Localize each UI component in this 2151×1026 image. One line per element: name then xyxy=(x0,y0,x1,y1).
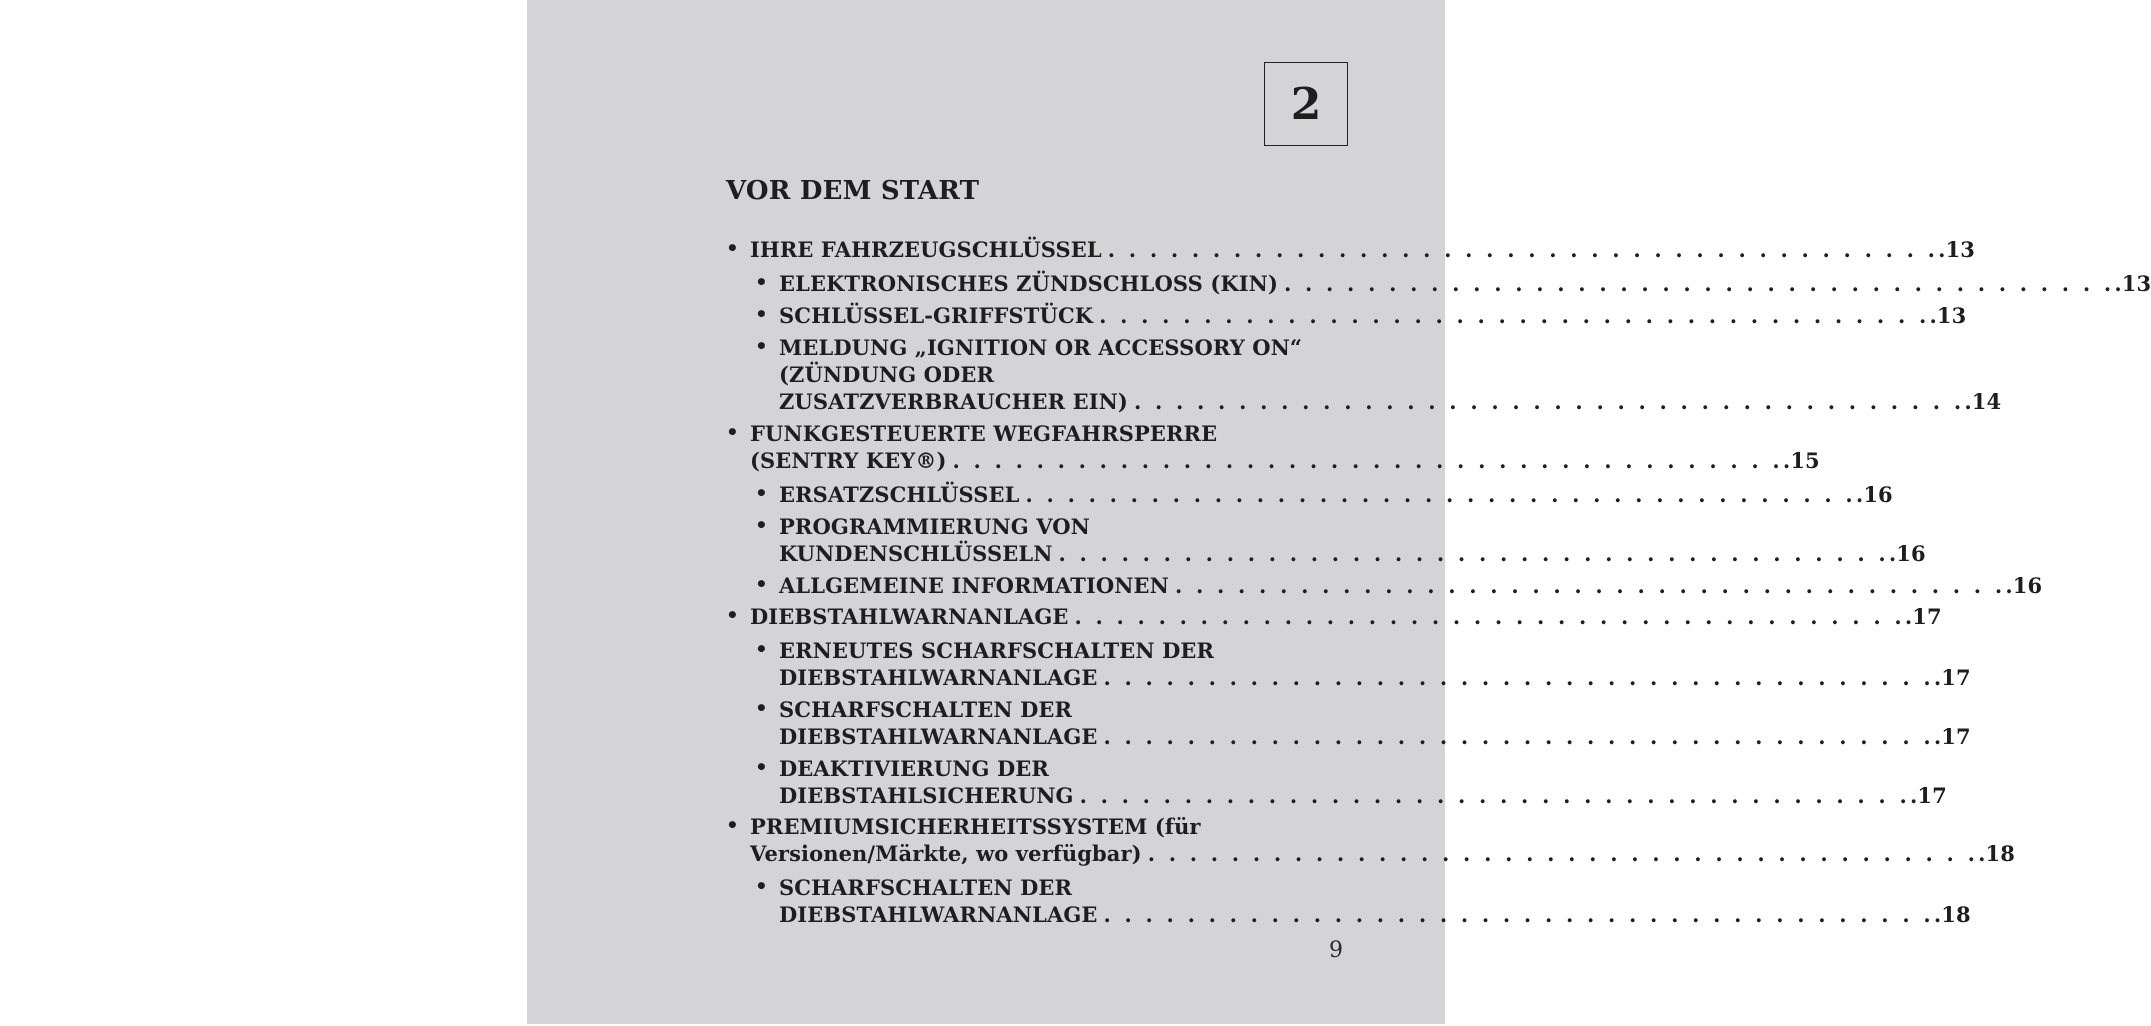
toc-entry[interactable] xyxy=(726,755,1947,809)
toc-entry-text: DIEBSTAHLWARNANLAGE xyxy=(779,724,1098,749)
toc-entry[interactable] xyxy=(726,813,2015,867)
bullet-icon: • xyxy=(755,696,768,720)
chapter-number: 2 xyxy=(1290,78,1322,130)
bullet-icon: • xyxy=(755,513,768,537)
toc-entry[interactable] xyxy=(726,420,1820,474)
toc-entry[interactable] xyxy=(726,302,1967,329)
toc-page-number: .16 xyxy=(2005,573,2043,598)
dot-leader: . . . . . . . . . . . . . . . . . . . . . . . . . . . . . . . . . . . . . . . . xyxy=(952,448,1783,473)
dot-leader: . . . . . . . . . . . . . . . . . . . . . . . . . . . . . . . . . . . . . . . . xyxy=(1174,573,2006,598)
toc-entry[interactable] xyxy=(726,513,1926,567)
toc-entry-text: PREMIUMSICHERHEITSSYSTEM (für xyxy=(750,814,1201,839)
dot-leader: . . . . . . . . . . . . . . . . . . . . . . . . . . . . . . . . . . . . . . . . xyxy=(1099,303,1930,328)
toc-page-number: .16 xyxy=(1888,541,1926,566)
bullet-icon: • xyxy=(726,420,739,444)
bullet-icon: • xyxy=(755,270,768,294)
dot-leader: . . . . . . . . . . . . . . . . . . . . . . . . . . . . . . . . . . . . . . . . xyxy=(1079,783,1910,808)
bullet-icon: • xyxy=(755,481,768,505)
toc-entry-text: ALLGEMEINE INFORMATIONEN xyxy=(779,573,1169,598)
toc-entry[interactable] xyxy=(726,334,2002,415)
toc-page-number: .17 xyxy=(1904,604,1942,629)
toc-entry[interactable] xyxy=(726,270,2151,297)
toc-entry[interactable] xyxy=(726,696,1971,750)
bullet-icon: • xyxy=(755,572,768,596)
toc-entry-text: MELDUNG „IGNITION OR ACCESSORY ON“ xyxy=(779,335,1303,360)
toc-entry-text: SCHARFSCHALTEN DER xyxy=(779,697,1073,722)
toc-page-number: .17 xyxy=(1933,665,1971,690)
bullet-icon: • xyxy=(755,755,768,779)
dot-leader: . . . . . . . . . . . . . . . . . . . . . . . . . . . . . . . . . . . . . . . . xyxy=(1103,665,1934,690)
bullet-icon: • xyxy=(726,236,739,260)
toc-entry-text: IHRE FAHRZEUGSCHLÜSSEL xyxy=(750,237,1102,262)
section-title: VOR DEM START xyxy=(726,176,980,206)
toc-page-number: .13 xyxy=(1929,303,1967,328)
dot-leader: . . . . . . . . . . . . . . . . . . . . . . . . . . . . . . . . . . . . . . . . xyxy=(1058,541,1889,566)
toc-page-number: .16 xyxy=(1855,482,1893,507)
toc-page-number: .18 xyxy=(1933,902,1971,927)
toc-page-number: .13 xyxy=(1938,237,1975,262)
dot-leader: . . . . . . . . . . . . . . . . . . . . . . . . . . . . . . . . . . . . . . . . xyxy=(1283,271,2115,296)
toc-entry[interactable] xyxy=(726,236,1975,263)
toc-entry-text: Versionen/Märkte, wo verfügbar) xyxy=(750,841,1142,866)
bullet-icon: • xyxy=(726,603,739,627)
manual-page xyxy=(527,0,2151,1026)
dot-leader: . . . . . . . . . . . . . . . . . . . . . . . . . . . . . . . . . . . . . . . . xyxy=(1103,724,1934,749)
dot-leader: . . . . . . . . . . . . . . . . . . . . . . . . . . . . . . . . . . . . . . . . xyxy=(1107,237,1939,262)
toc-entry-text: SCHLÜSSEL-GRIFFSTÜCK xyxy=(779,303,1094,328)
toc-entry-text: ERNEUTES SCHARFSCHALTEN DER xyxy=(779,638,1215,663)
dot-leader: . . . . . . . . . . . . . . . . . . . . . . . . . . . . . . . . . . . . . . . . xyxy=(1025,482,1856,507)
toc-entry-text: DIEBSTAHLWARNANLAGE xyxy=(750,604,1069,629)
dot-leader: . . . . . . . . . . . . . . . . . . . . . . . . . . . . . . . . . . . . . . . . xyxy=(1147,841,1979,866)
bullet-icon: • xyxy=(755,874,768,898)
dot-leader: . . . . . . . . . . . . . . . . . . . . . . . . . . . . . . . . . . . . . . . . xyxy=(1133,389,1965,414)
toc-page-number: .13 xyxy=(2114,271,2151,296)
toc-entry-text: DEAKTIVIERUNG DER xyxy=(779,756,1049,781)
toc-entry-text: DIEBSTAHLWARNANLAGE xyxy=(779,902,1098,927)
dot-leader: . . . . . . . . . . . . . . . . . . . . . . . . . . . . . . . . . . . . . . . . xyxy=(1074,604,1905,629)
toc-page-number: .17 xyxy=(1933,724,1971,749)
bullet-icon: • xyxy=(726,813,739,837)
bullet-icon: • xyxy=(755,302,768,326)
toc-entry[interactable] xyxy=(726,481,1893,508)
blank-left-page xyxy=(0,0,527,1026)
toc-entry-text: PROGRAMMIERUNG VON xyxy=(779,514,1090,539)
toc-entry-text: KUNDENSCHLÜSSELN xyxy=(779,541,1053,566)
toc-page-number: .18 xyxy=(1978,841,2015,866)
toc-entry-text: (ZÜNDUNG ODER xyxy=(779,362,995,387)
toc-entry-text: FUNKGESTEUERTE WEGFAHRSPERRE xyxy=(750,421,1218,446)
toc-entry-text: ZUSATZVERBRAUCHER EIN) xyxy=(779,389,1128,414)
toc-entry-text: DIEBSTAHLWARNANLAGE xyxy=(779,665,1098,690)
table-of-contents xyxy=(726,231,2151,928)
toc-entry-text: ELEKTRONISCHES ZÜNDSCHLOSS (KIN) xyxy=(779,271,1278,296)
chapter-number-box xyxy=(1264,62,1348,146)
toc-entry-text: (SENTRY KEY®) xyxy=(750,448,947,473)
toc-entry[interactable] xyxy=(726,572,2043,599)
toc-entry[interactable] xyxy=(726,603,1942,630)
page-number: 9 xyxy=(1329,938,1343,963)
toc-entry[interactable] xyxy=(726,874,1971,928)
toc-page-number: .15 xyxy=(1782,448,1820,473)
dot-leader: . . . . . . . . . . . . . . . . . . . . . . . . . . . . . . . . . . . . . . . . xyxy=(1103,902,1934,927)
toc-entry-text: ERSATZSCHLÜSSEL xyxy=(779,482,1020,507)
toc-page-number: .17 xyxy=(1909,783,1947,808)
toc-entry[interactable] xyxy=(726,637,1971,691)
toc-page-number: .14 xyxy=(1964,389,2002,414)
bullet-icon: • xyxy=(755,334,768,358)
bullet-icon: • xyxy=(755,637,768,661)
toc-entry-text: SCHARFSCHALTEN DER xyxy=(779,875,1073,900)
toc-entry-text: DIEBSTAHLSICHERUNG xyxy=(779,783,1074,808)
